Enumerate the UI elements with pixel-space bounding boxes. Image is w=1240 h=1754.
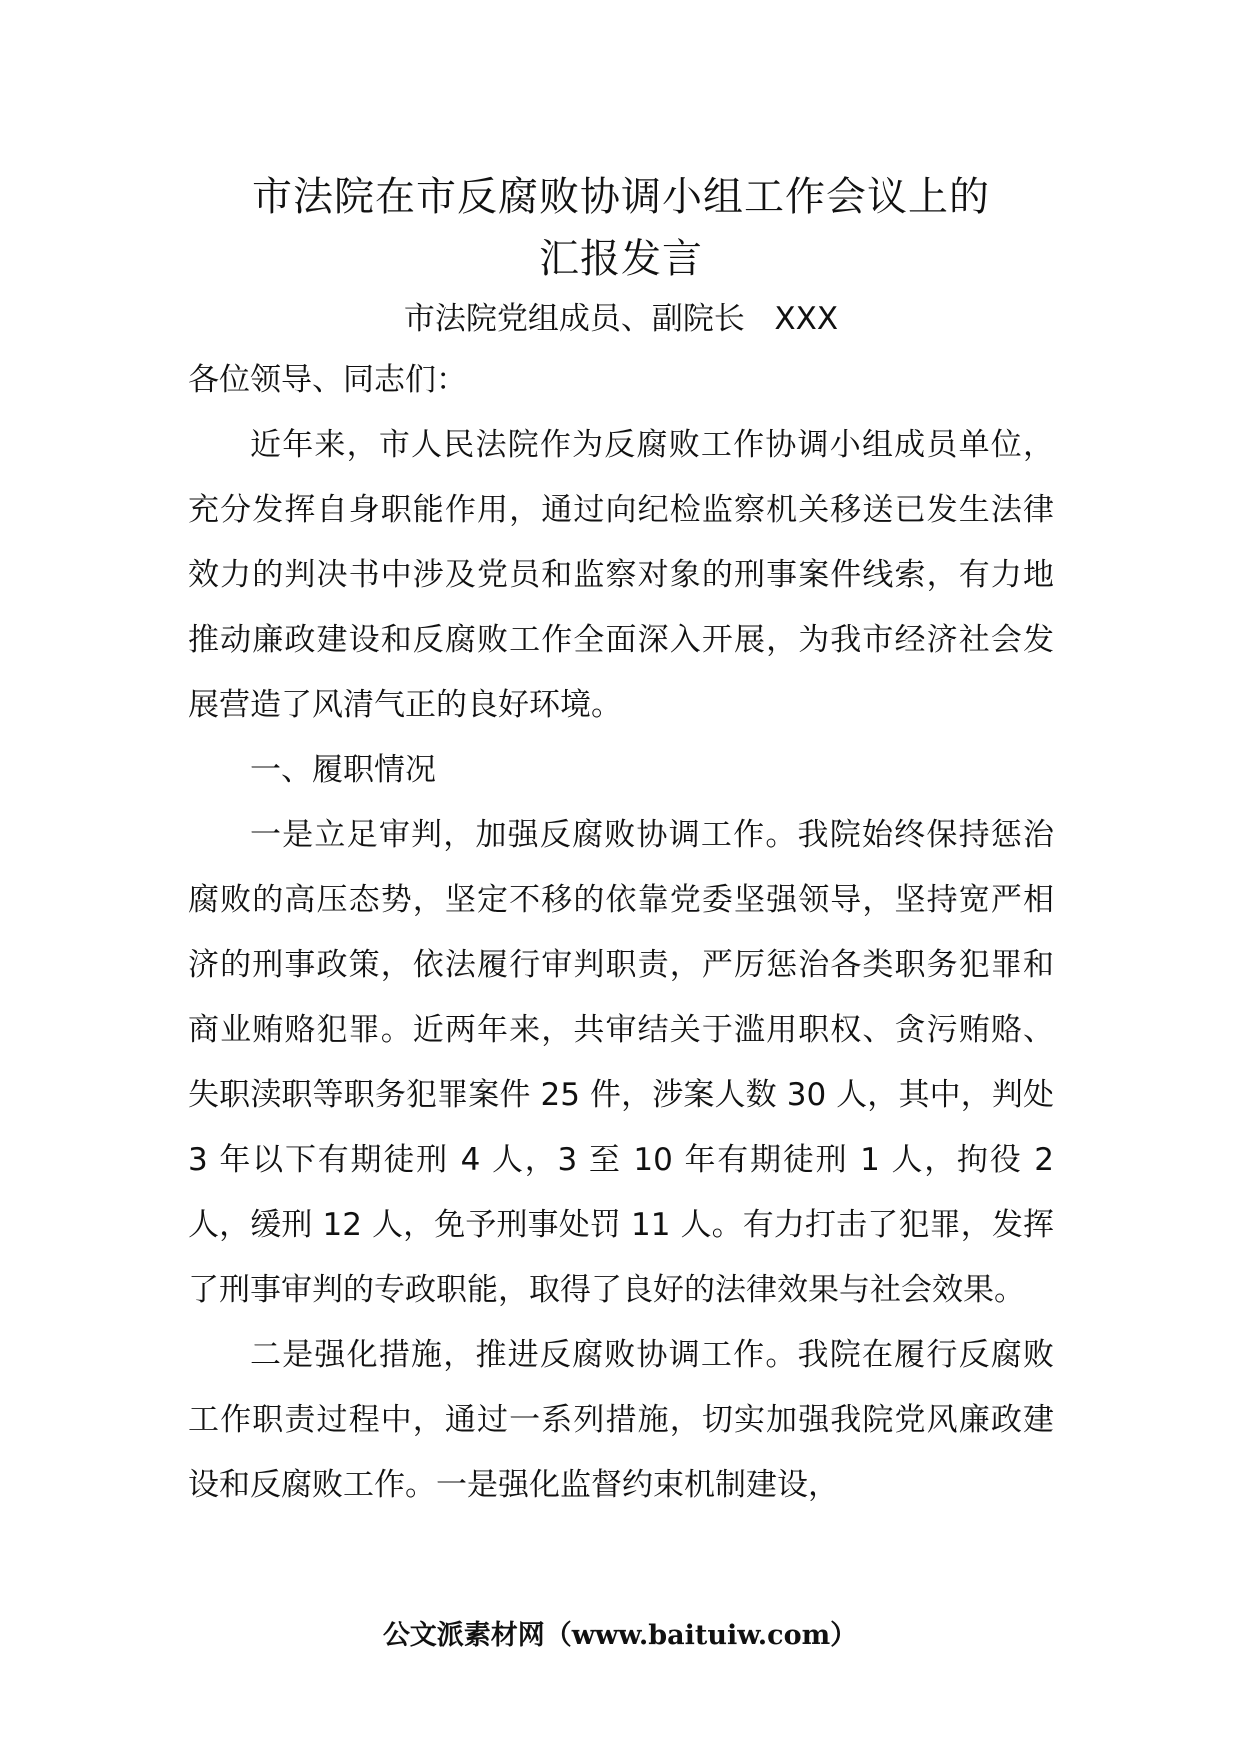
author-line: 市法院党组成员、副院长 XXX (403, 301, 839, 337)
title-line-1: 市法院在市反腐败协调小组工作会议上的 (252, 174, 990, 220)
paragraph-point-1: 一是立足审判，加强反腐败协调工作。我院始终保持惩治腐败的高压态势，坚定不移的依靠党委坚强领导，坚持宽严相济的刑事政策，依法履行审判职责，严厉惩治各类职务犯罪和商业贿赂犯罪。近两年来，共审结关于滥用职权、贪污贿赂、失职渎职等职务犯罪案件 25 件，涉案人数 30 人，其中，判处 3 年以下有期徒刑 4 人，3 至 10 年有期徒刑 1 人，拘役 2 人，缓刑 12 人，免予刑事处罚 11 人。有力打击了犯罪，发挥了刑事审判的专政职能，取得了良好的法律效果与社会效果。 (188, 817, 1054, 1308)
paragraph-point-2: 二是强化措施，推进反腐败协调工作。我院在履行反腐败工作职责过程中，通过一系列措施，切实加强我院党风廉政建设和反腐败工作。一是强化监督约束机制建设， (188, 1337, 1054, 1503)
document-title (188, 166, 1054, 290)
title-line-2: 汇报发言 (539, 236, 703, 282)
section-heading-1: 一、履职情况 (250, 752, 436, 788)
paragraph-intro: 近年来，市人民法院作为反腐败工作协调小组成员单位，充分发挥自身职能作用，通过向纪检监察机关移送已发生法律效力的判决书中涉及党员和监察对象的刑事案件线索，有力地推动廉政建设和反腐败工作全面深入开展，为我市经济社会发展营造了风清气正的良好环境。 (188, 427, 1054, 723)
document-body (188, 166, 1054, 1518)
greeting: 各位领导、同志们： (188, 362, 467, 398)
footer-watermark: 公文派素材网（www.baituiw.com） (382, 1620, 858, 1651)
